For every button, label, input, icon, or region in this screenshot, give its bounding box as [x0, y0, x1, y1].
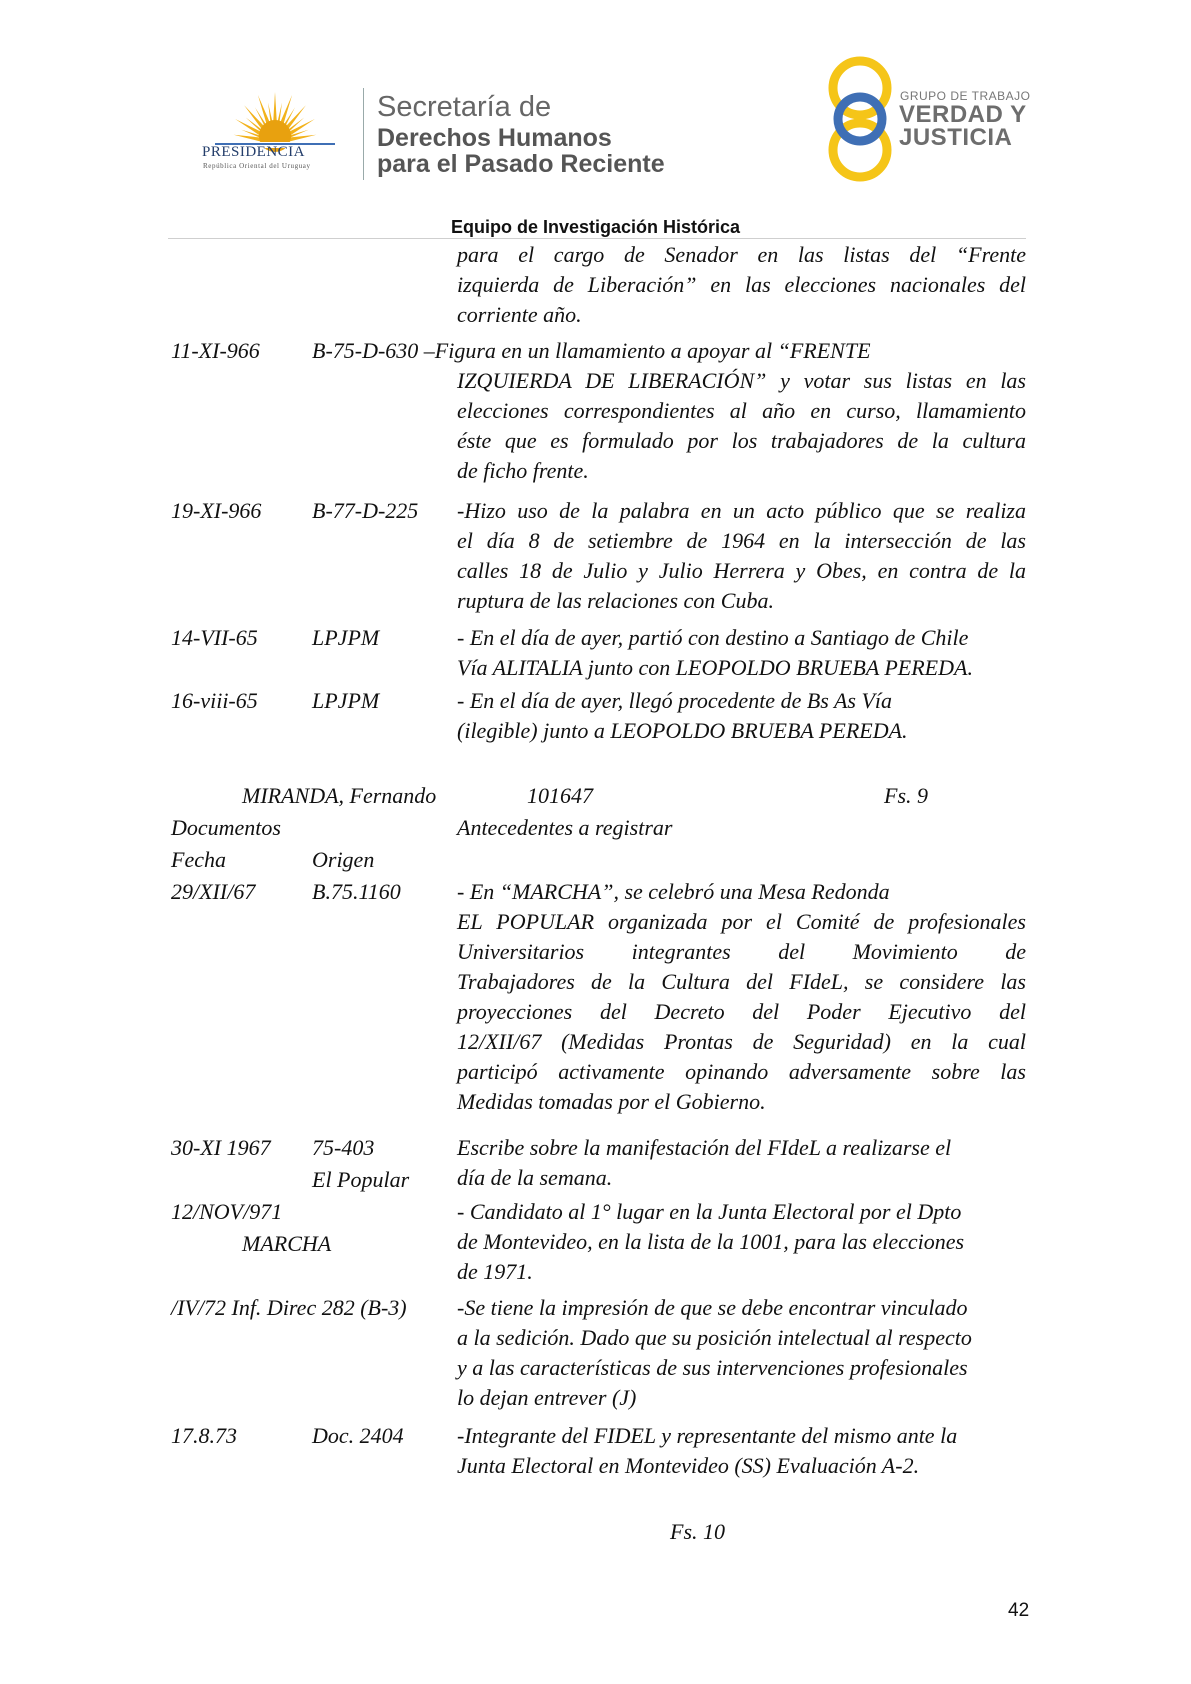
entry-text — [457, 686, 1026, 746]
text-line: proyecciones del Decreto del Poder Ejecutivo del — [457, 999, 1026, 1024]
entry-date: 12/NOV/971 — [171, 1199, 283, 1224]
verdad-label: VERDAD Y — [899, 101, 1027, 128]
entry-text — [457, 496, 1026, 616]
text-line: y a las características de sus intervenciones profesionales — [457, 1355, 968, 1380]
entry-origin: LPJPM — [312, 625, 380, 650]
justicia-label: JUSTICIA — [899, 124, 1013, 151]
text-line: 12/XII/67 (Medidas Prontas de Seguridad) en la cual — [457, 1029, 1026, 1054]
page-header — [0, 0, 1191, 240]
text-line: elecciones correspondientes al año en curso, llamamiento — [457, 398, 1026, 423]
header-rule — [168, 238, 1026, 239]
text-line: el día 8 de setiembre de 1964 en la intersección de las — [457, 528, 1026, 553]
entry-text — [457, 1293, 1026, 1413]
record-folio: Fs. 9 — [884, 783, 928, 808]
text-line: (ilegible) junto a LEOPOLDO BRUEBA PEREDA. — [457, 718, 908, 743]
entry-date: 29/XII/67 — [171, 879, 256, 904]
presidencia-sublabel: República Oriental del Uruguay — [203, 162, 311, 170]
text-line: participó activamente opinando adversamente sobre las — [457, 1059, 1026, 1084]
column-fecha: Fecha — [171, 847, 226, 872]
entry-date: 19-XI-966 — [171, 498, 262, 523]
text-line: día de la semana. — [457, 1165, 613, 1190]
entry-origin: Doc. 2404 — [312, 1423, 404, 1448]
entry-origin: B-77-D-225 — [312, 498, 419, 523]
verdad-justicia-logo — [825, 56, 895, 182]
text-line: -Integrante del FIDEL y representante del mismo ante la — [457, 1423, 958, 1448]
page-number: 42 — [1008, 1600, 1030, 1621]
text-line: -Hizo uso de la palabra en un acto público que se realiza — [457, 498, 1026, 523]
text-line: Junta Electoral en Montevideo (SS) Evaluación A-2. — [457, 1453, 920, 1478]
secretaria-line-2: Derechos Humanos — [377, 124, 612, 152]
entry-origin: B.75.1160 — [312, 879, 401, 904]
entry-text — [457, 1197, 1026, 1287]
entry-text — [457, 1133, 1026, 1193]
text-line: de Montevideo, en la lista de la 1001, para las elecciones — [457, 1229, 965, 1254]
entry-date: 14-VII-65 — [171, 625, 258, 650]
team-title: Equipo de Investigación Histórica — [450, 217, 741, 237]
entry-date: 30-XI 1967 — [171, 1135, 271, 1160]
text-line: de ficho frente. — [457, 458, 589, 483]
entry-date: 16-viii-65 — [171, 688, 258, 713]
text-line: para el cargo de Senador en las listas del “Frente — [457, 242, 1026, 267]
presidencia-label: PRESIDENCIA — [202, 144, 306, 160]
logo-divider — [363, 88, 364, 180]
column-origen: Origen — [312, 847, 375, 872]
text-line: - En el día de ayer, partió con destino a Santiago de Chile — [457, 625, 969, 650]
record-number: 101647 — [527, 783, 593, 808]
text-line: EL POPULAR organizada por el Comité de profesionales — [457, 909, 1026, 934]
text-line: de 1971. — [457, 1259, 533, 1284]
entry-date: /IV/72 Inf. Direc 282 (B-3) — [171, 1295, 407, 1320]
text-line: IZQUIERDA DE LIBERACIÓN” y votar sus listas en las — [457, 368, 1026, 393]
footer-folio: Fs. 10 — [670, 1519, 725, 1544]
text-line: Medidas tomadas por el Gobierno. — [457, 1089, 766, 1114]
record-name: MIRANDA, Fernando — [242, 783, 437, 808]
entry-text — [457, 366, 1026, 486]
text-line: ruptura de las relaciones con Cuba. — [457, 588, 774, 613]
text-line: -Se tiene la impresión de que se debe encontrar vinculado — [457, 1295, 968, 1320]
entry-text — [457, 877, 1026, 1117]
text-line: - En el día de ayer, llegó procedente de Bs As Vía — [457, 688, 892, 713]
entry-origin-secondary: El Popular — [312, 1167, 410, 1192]
entry-origin: 75-403 — [312, 1135, 375, 1160]
secretaria-line-1: Secretaría de — [377, 91, 552, 123]
text-line: Vía ALITALIA junto con LEOPOLDO BRUEBA PEREDA. — [457, 655, 973, 680]
entry-text — [457, 240, 1026, 330]
entry-origin: LPJPM — [312, 688, 380, 713]
secretaria-line-3: para el Pasado Reciente — [377, 150, 665, 178]
text-line: calles 18 de Julio y Julio Herrera y Obes, en contra de la — [457, 558, 1026, 583]
text-line: izquierda de Liberación” en las elecciones nacionales del — [457, 272, 1026, 297]
entry-date: 17.8.73 — [171, 1423, 237, 1448]
entry-text — [457, 623, 1026, 683]
column-antecedentes: Antecedentes a registrar — [457, 815, 673, 840]
text-line: a la sedición. Dado que su posición intelectual al respecto — [457, 1325, 972, 1350]
column-documentos: Documentos — [171, 815, 281, 840]
entry-origin-secondary: MARCHA — [242, 1231, 332, 1256]
text-line: lo dejan entrever (J) — [457, 1385, 637, 1410]
entry-origin-text: B-75-D-630 –Figura en un llamamiento a apoyar al “FRENTE — [312, 338, 871, 363]
entry-text — [457, 1421, 1026, 1481]
grupo-trabajo-label: GRUPO DE TRABAJO — [900, 89, 1031, 103]
text-line: Trabajadores de la Cultura del FIdeL, se considere las — [457, 969, 1026, 994]
text-line: - Candidato al 1° lugar en la Junta Electoral por el Dpto — [457, 1199, 962, 1224]
text-line: corriente año. — [457, 302, 582, 327]
entry-date: 11-XI-966 — [171, 338, 260, 363]
text-line: Escribe sobre la manifestación del FIdeL a realizarse el — [457, 1135, 952, 1160]
text-line: - En “MARCHA”, se celebró una Mesa Redonda — [457, 879, 890, 904]
text-line: éste que es formulado por los trabajadores de la cultura — [457, 428, 1026, 453]
text-line: Universitarios integrantes del Movimiento de — [457, 939, 1026, 964]
